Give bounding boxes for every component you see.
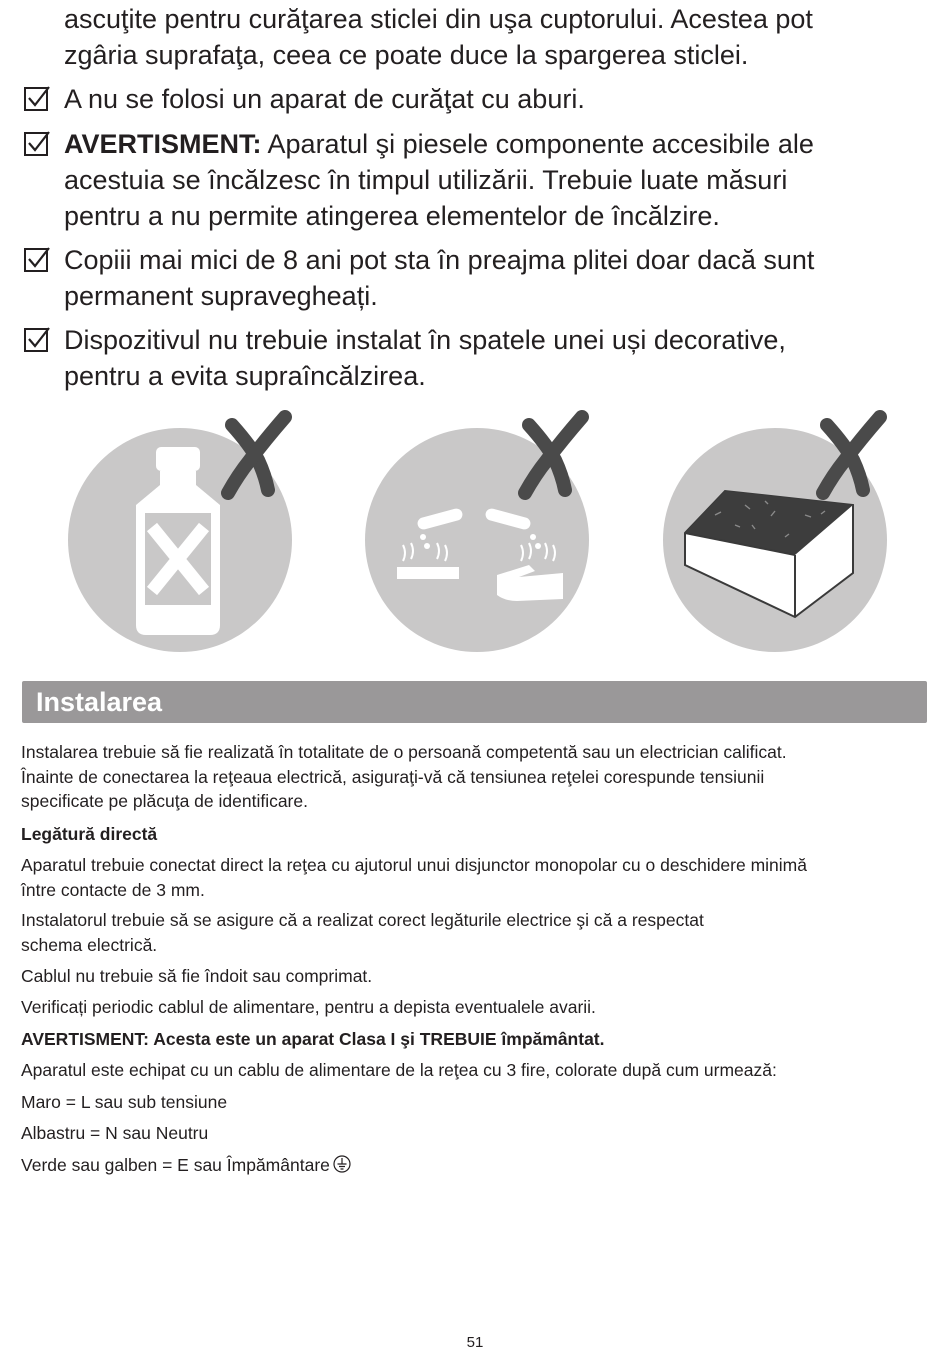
text-line: Aparatul trebuie conectat direct la reţea cu ajutorul unui disjunctor monopolar cu o deschidere minimă	[21, 855, 807, 875]
paragraph-wires: Aparatul este echipat cu un cablu de alimentare de la reţea cu 3 fire, colorate după cum urmează:	[21, 1060, 777, 1080]
text-line	[64, 126, 950, 162]
chemical-bottle-icon	[60, 405, 300, 655]
text-line: Instalarea trebuie să fie realizată în totalitate de o persoană competentă sau un electrician calificat.	[21, 742, 787, 762]
text-line: între contacte de 3 mm.	[21, 879, 205, 900]
abrasive-sponge-icon	[655, 405, 895, 655]
text-run: Aparatul şi piesele componente accesibile ale	[261, 129, 814, 159]
section-banner	[22, 681, 927, 723]
text-run: Verde sau galben = E sau Împământare	[21, 1155, 330, 1175]
text-line: schema electrică.	[21, 934, 158, 955]
text-line: pentru a nu permite atingerea elementelor de încălzire.	[64, 201, 720, 231]
paragraph-check-cable: Verificați periodic cablul de alimentare, pentru a depista eventualele avarii.	[21, 997, 596, 1017]
text-line: Dispozitivul nu trebuie instalat în spatele unei uși decorative,	[64, 325, 786, 355]
earthing-warning: AVERTISMENT: Acesta este un aparat Clasa I şi TREBUIE împământat.	[21, 1029, 605, 1049]
paragraph-cable: Cablul nu trebuie să fie îndoit sau comprimat.	[21, 966, 373, 986]
warning-item-steam	[0, 81, 950, 117]
text-line: permanent supravegheați.	[64, 281, 378, 311]
page-number: 51	[466, 1334, 484, 1351]
text-line: ascuţite pentru curăţarea sticlei din uşa cuptorului. Acestea pot	[64, 4, 813, 34]
text-line: A nu se folosi un aparat de curăţat cu aburi.	[64, 84, 585, 114]
paragraph-installer	[21, 908, 704, 957]
wire-blue: Albastru = N sau Neutru	[21, 1123, 209, 1143]
text-line: Instalatorul trebuie să se asigure că a realizat corect legăturile electrice şi că a respectat	[21, 910, 704, 930]
section-title: Instalarea	[36, 687, 163, 717]
text-line: specificate pe plăcuţa de identificare.	[21, 791, 308, 811]
warning-item-hot-parts	[0, 126, 950, 234]
intro-paragraph	[21, 740, 787, 814]
text-line: acestuia se încălzesc în timpul utilizării. Trebuie luate măsuri	[64, 165, 788, 195]
wire-green-yellow	[21, 1153, 351, 1178]
text-line: Copiii mai mici de 8 ani pot sta în preajma plitei doar dacă sunt	[64, 245, 815, 275]
warning-item-decorative-door	[0, 322, 950, 394]
paragraph-disjunctor	[21, 853, 807, 902]
wire-brown: Maro = L sau sub tensiune	[21, 1092, 228, 1112]
text-line: pentru a evita supraîncălzirea.	[64, 361, 426, 391]
warning-label: AVERTISMENT:	[64, 129, 262, 159]
earth-ground-icon	[333, 1155, 351, 1173]
text-line: Înainte de conectarea la reţeaua electrică, asiguraţi-vă că tensiunea reţelei corespunde tensiunii	[21, 766, 765, 787]
text-line: zgâria suprafaţa, ceea ce poate duce la spargerea sticlei.	[64, 40, 749, 70]
warning-item-children	[0, 242, 950, 314]
subheading-direct-connection: Legătură directă	[21, 824, 158, 844]
warning-continuation	[0, 1, 950, 73]
corrosive-acid-icon	[357, 405, 597, 655]
